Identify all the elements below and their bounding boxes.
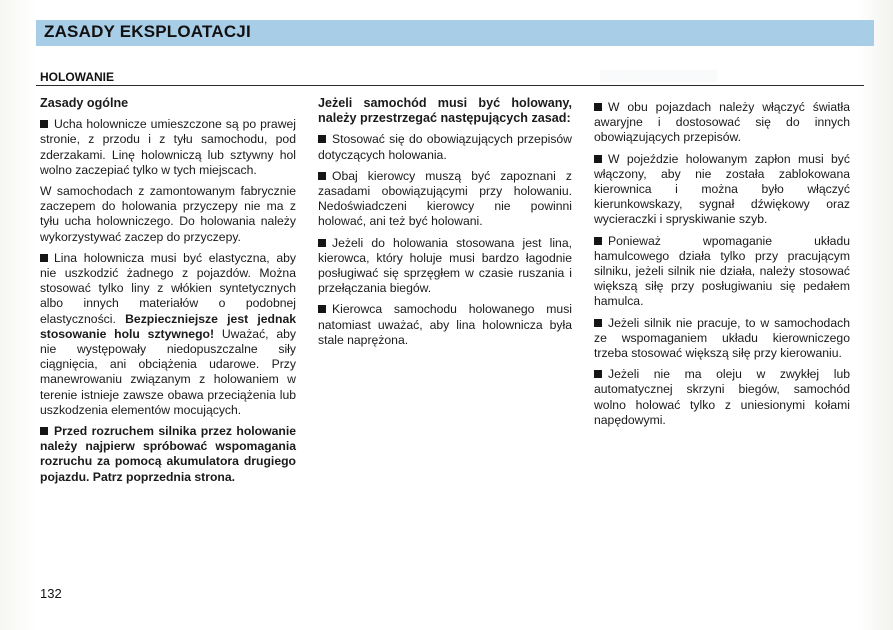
list-item: Jeżeli nie ma oleju w zwykłej lub automatycznej skrzyni biegów, samochód wolno holować tylko z uniesionymi kołami napędowymi. — [594, 367, 850, 427]
bullet-icon — [40, 254, 48, 262]
bullet-icon — [594, 155, 602, 163]
paragraph-jump-start: Przed rozruchem silnika przez holowanie należy najpierw spróbować wspomagania rozruchu za pomocą akumulatora drugiego pojazdu. Patrz poprzednia strona. — [40, 424, 296, 484]
list-item: Ponieważ wpomaganie układu hamulcowego działa tylko przy pracującym silniku, jeżeli silnik nie działa, należy stosować większą siłę przy posługiwaniu się pedałem hamulca. — [594, 233, 850, 309]
subsection-title: HOLOWANIE — [40, 70, 114, 84]
bullet-icon — [318, 172, 326, 180]
paragraph-tow-eyes: Ucha holownicze umieszczone są po prawej stronie, z przodu i z tyłu samochodu, pod zderzakami. Linę holowniczą lub sztywny hol wolno zaczepiać tylko w tych miejscach. — [40, 117, 296, 177]
section-title: ZASADY EKSPLOATACJI — [44, 22, 251, 41]
bullet-icon — [318, 305, 326, 313]
paragraph-tow-rope: Lina holownicza musi być elastyczna, aby nie uszkodzić żadnego z pojazdów. Można stosować tylko liny z włókien syntetycznych albo innych materiałów o podobnej elastyczności. Bezpieczniejsze jest jednak stosowanie holu sztywnego! Uważać, aby nie występowały niedopuszczalne siły ciągnięcia, ani obciążenia udarowe. Przy manewrowaniu związanym z holowaniem w terenie istnieje zawsze obawa przeciążenia lub uszkodzenia elementów mocujących. — [40, 250, 297, 417]
list-item: Jeżeli do holowania stosowana jest lina, kierowca, który holuje musi bardzo łagodnie posługiwać się sprzęgłem w czasie ruszania i przełączania biegów. — [318, 235, 572, 296]
general-rules-heading: Zasady ogólne — [40, 96, 129, 110]
bullet-icon — [594, 319, 602, 327]
column-towing-conditions — [318, 96, 572, 354]
bullet-icon — [40, 120, 48, 128]
list-item: Obaj kierowcy muszą być zapoznani z zasadami obowiązującymi przy holowaniu. Nedoświadczeni kierowcy nie powinni holować, ani też być holowani. — [318, 168, 572, 229]
towing-conditions-heading: Jeżeli samochód musi być holowany, należy przestrzegać następujących zasad: — [318, 96, 572, 126]
bullet-icon — [594, 370, 602, 378]
list-item: Stosować się do obowiązujących przepisów dotyczących holowania. — [318, 132, 572, 162]
list-item: W pojeździe holowanym zapłon musi być włączony, aby nie została zablokowana kierownica i można było włączyć kierunkowskazy, sygnał dźwiękowy oraz wycieraczki i spryskiwanie szyb. — [594, 151, 850, 227]
column-towing-notes — [594, 100, 850, 434]
bullet-icon — [318, 135, 326, 143]
paragraph-trailer-hitch: W samochodach z zamontowanym fabrycznie zaczepem do holowania przyczepy nie ma z tyłu ucha holowniczego. Do holowania należy wykorzystywać zaczep do przyczepy. — [40, 184, 296, 244]
column-general-rules — [40, 96, 296, 491]
subsection-rule — [36, 85, 864, 86]
bullet-icon — [594, 103, 602, 111]
list-item: Kierowca samochodu holowanego musi natomiast uważać, aby lina holownicza była stale naprężona. — [318, 302, 572, 347]
bullet-icon — [40, 427, 48, 435]
page-number: 132 — [40, 586, 62, 601]
show-through-ghost: ▒▒▒▒▒▒▒▒▒▒▒▒▒▒▒ — [600, 70, 717, 82]
rigid-bar-warning: Bezpieczniejsze jest jednak stosowanie holu sztywnego! — [40, 311, 297, 341]
bullet-icon — [318, 239, 326, 247]
list-item: W obu pojazdach należy włączyć światła awaryjne i dostosować się do innych obowiązujących przepisów. — [594, 100, 850, 145]
bullet-icon — [594, 237, 602, 245]
list-item: Jeżeli silnik nie pracuje, to w samochodach ze wspomaganiem układu kierowniczego trzeba stosować większą siłę przy kierowaniu. — [594, 315, 850, 361]
